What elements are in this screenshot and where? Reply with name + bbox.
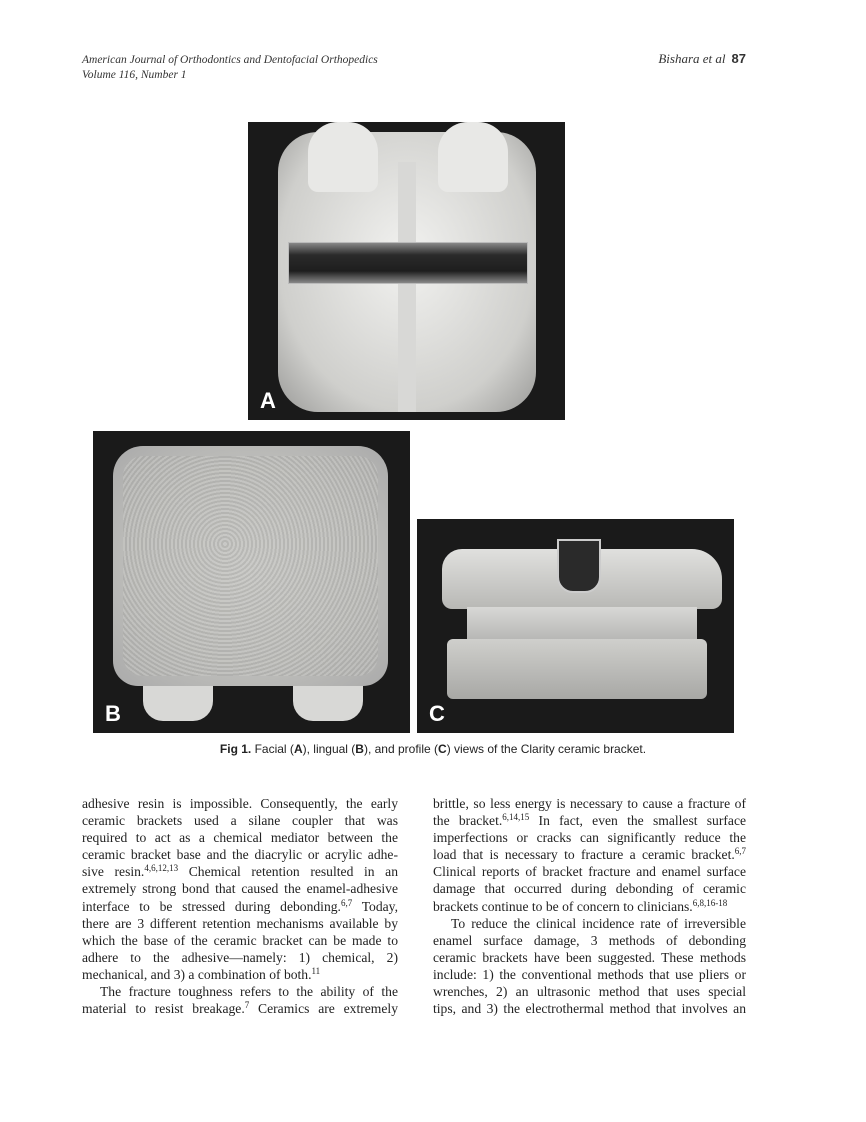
running-header-left (82, 53, 378, 83)
text-line (433, 966, 746, 983)
text-segment: extremely strong bond that caused the enamel-adhesive (82, 881, 398, 897)
text-segment: damage that occurred during debonding of ceramic (433, 881, 746, 897)
text-line (433, 983, 746, 1000)
caption-text: ), and profile ( (363, 742, 439, 756)
text-segment: mechanical, and 3) a combination of both. (82, 966, 312, 982)
text-line (82, 1000, 398, 1017)
text-line (433, 795, 746, 812)
panel-label-b: B (105, 701, 121, 726)
text-segment: wrenches, 2) an ultrasonic method that uses special (433, 984, 746, 1000)
text-line (82, 932, 398, 949)
text-line (82, 846, 398, 863)
text-segment: brackets continue to be of concern to clinicians. (433, 898, 693, 914)
text-segment: ceramic brackets used a silane coupler that was (82, 813, 398, 829)
citation-superscript: 6,7 (734, 846, 746, 857)
text-line (82, 915, 398, 932)
text-line (82, 983, 398, 1000)
figure-panel-c-photo (417, 519, 734, 733)
journal-title: American Journal of Orthodontics and Dentofacial Orthopedics (82, 54, 378, 66)
text-line (433, 880, 746, 897)
caption-text: Facial ( (251, 742, 294, 756)
text-line (82, 812, 398, 829)
text-segment: ceramic brackets have been suggested. These methods (433, 949, 746, 965)
text-line (433, 915, 746, 932)
caption-text: ) views of the Clarity ceramic bracket. (446, 742, 647, 756)
text-segment: imperfections or cracks can significantly reduce the (433, 830, 746, 846)
text-line (82, 795, 398, 812)
text-line (82, 966, 398, 983)
body-column-right (433, 795, 746, 1017)
text-segment: brittle, so less energy is necessary to cause a fracture of (433, 796, 746, 811)
text-line (82, 880, 398, 897)
text-segment: load that is necessary to fracture a ceramic bracket. (433, 847, 735, 863)
text-segment: adhere to the adhesive—namely: 1) chemical, 2) (82, 949, 398, 965)
text-segment: enamel surface damage, 3 methods of debonding (433, 932, 746, 948)
text-segment: To reduce the clinical incidence rate of irreversible (451, 915, 746, 931)
running-header-right (658, 51, 746, 67)
text-line (82, 898, 398, 915)
figure-panel-a-photo (248, 122, 565, 420)
text-segment: required to act as a chemical mediator between the (82, 830, 398, 846)
citation-superscript: 7 (244, 1000, 250, 1011)
text-segment: In fact, even the smallest surface (529, 813, 747, 829)
text-segment: interface to be stressed during debonding. (82, 898, 341, 914)
text-line (433, 898, 746, 915)
authors: Bishara et al (658, 51, 726, 66)
text-segment: Clinical reports of bracket fracture and enamel surface (433, 864, 746, 880)
citation-superscript: 6,7 (340, 897, 353, 908)
text-segment: adhesive resin is impossible. Consequently, the early (82, 796, 398, 811)
citation-superscript: 6,8,16-18 (692, 897, 728, 908)
text-segment: Today, (352, 898, 398, 914)
text-line (433, 1000, 746, 1017)
text-segment: Chemical retention resulted in an (178, 864, 398, 880)
figure-number: Fig 1. (219, 742, 252, 756)
text-line (433, 863, 746, 880)
panel-label-a: A (260, 388, 276, 413)
page-number: 87 (731, 51, 746, 66)
figure-panel-b-photo (93, 431, 410, 733)
text-segment: there are 3 different retention mechanisms available by (82, 915, 398, 931)
journal-volume: Volume 116, Number 1 (82, 69, 187, 81)
text-line (82, 863, 398, 880)
caption-ref-a: A (293, 742, 303, 756)
figure-caption (0, 742, 866, 756)
citation-superscript: 11 (311, 965, 321, 976)
body-column-left (82, 795, 398, 1017)
text-segment: the bracket. (433, 813, 503, 829)
citation-superscript: 6,14,15 (502, 812, 530, 823)
text-segment: material to resist breakage. (82, 1001, 245, 1017)
caption-ref-b: B (355, 742, 364, 756)
text-line (82, 829, 398, 846)
text-segment: include: 1) the conventional methods that use pliers or (433, 966, 746, 982)
citation-superscript: 4,6,12,13 (144, 863, 179, 874)
text-segment: tips, and 3) the electrothermal method that involves an (433, 1001, 746, 1017)
text-segment: The fracture toughness refers to the ability of the (100, 984, 398, 1000)
panel-label-c: C (429, 701, 445, 726)
caption-text: ), lingual ( (302, 742, 356, 756)
caption-ref-c: C (438, 742, 447, 756)
text-line (433, 932, 746, 949)
text-line (433, 829, 746, 846)
text-line (433, 846, 746, 863)
text-segment: ceramic bracket base and the diacrylic or acrylic adhe- (82, 847, 398, 863)
text-line (433, 812, 746, 829)
text-segment: Ceramics are extremely (249, 1001, 398, 1017)
text-line (82, 949, 398, 966)
text-line (433, 949, 746, 966)
text-segment: sive resin. (82, 864, 145, 880)
text-segment: which the base of the ceramic bracket can be made to (82, 932, 398, 948)
